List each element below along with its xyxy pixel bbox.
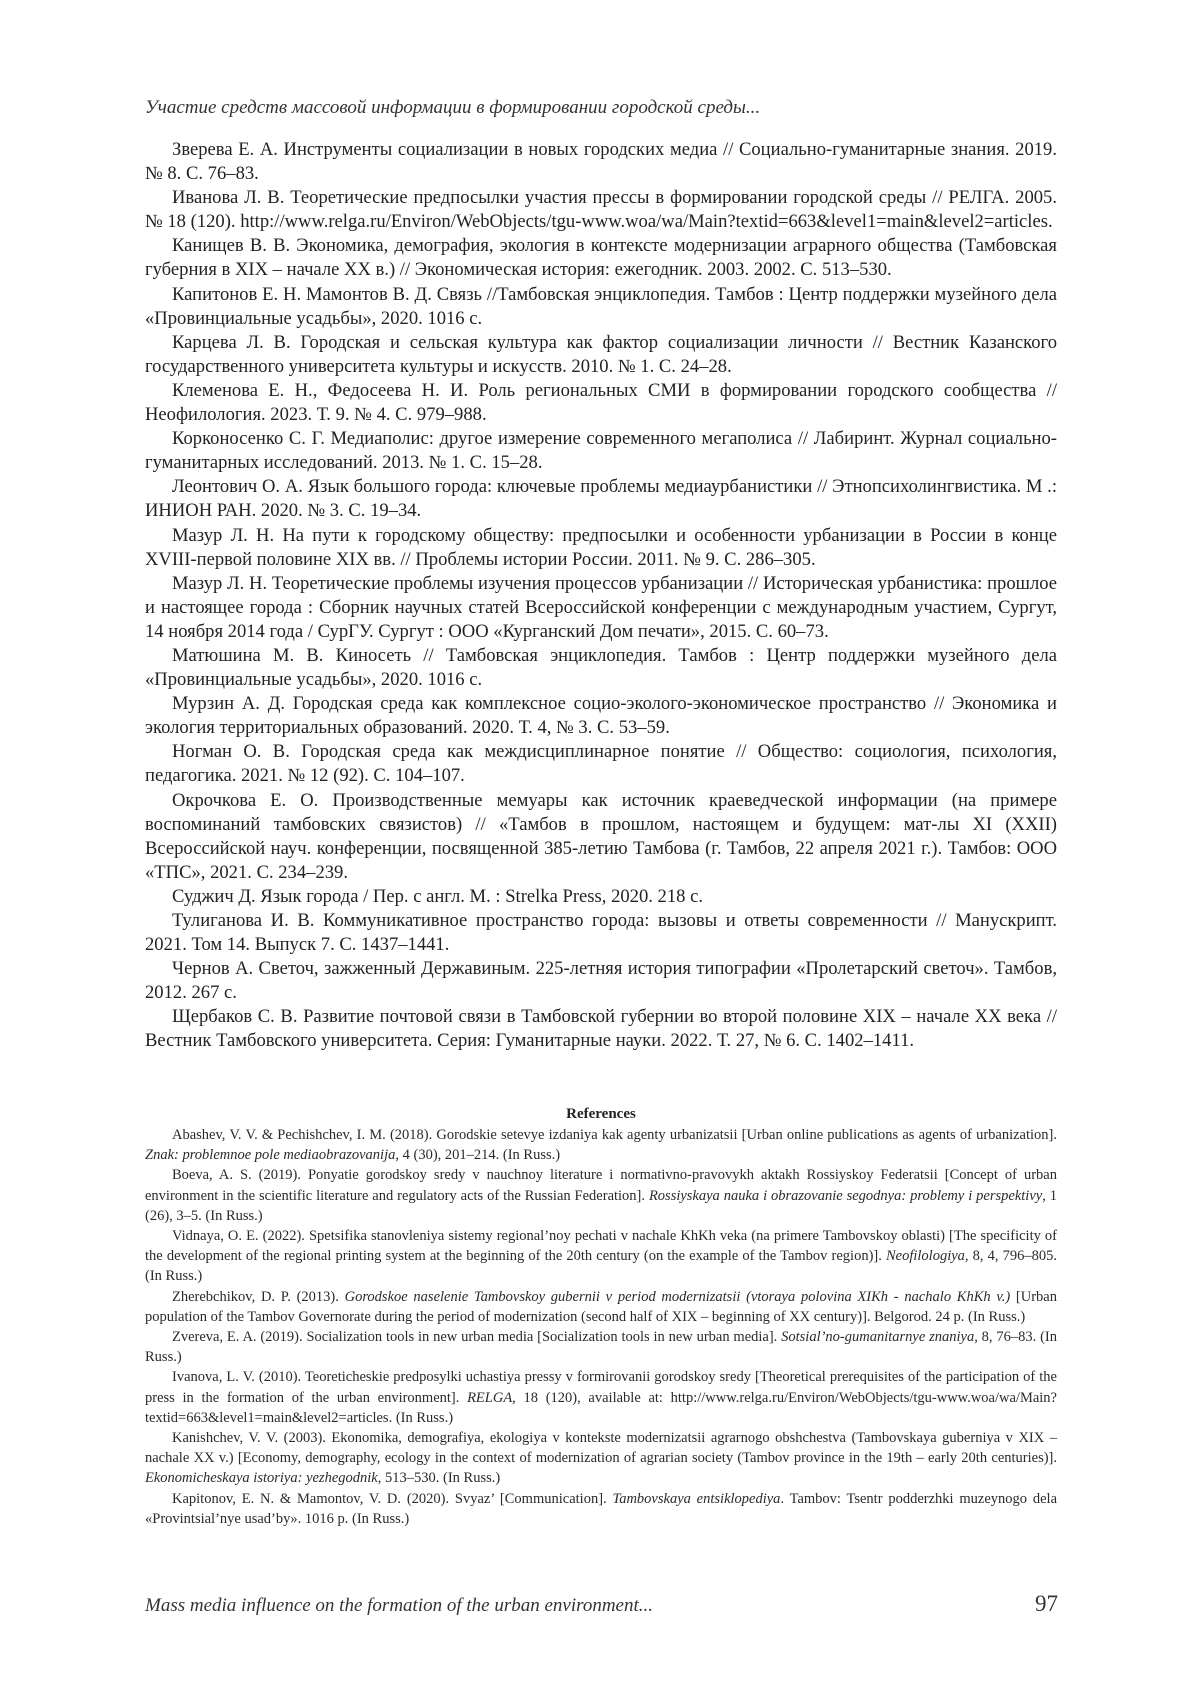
reference-text: Boeva, A. S. (2019). Ponyatie gorodskoy sredy v nauchnoy literature i normativno-pravovykh aktakh Rossiyskoy Federatsii [Concept of urban environment in the scientific literature and regulatory acts of the Russian Federation]. [145,1167,1057,1204]
reference-source-title: Znak: problemnoe pole mediaobrazovanija [145,1147,396,1164]
reference-item: Корконосенко С. Г. Медиаполис: другое измерение современного мегаполиса // Лабиринт. Журнал социально-гуманитарных исследований. 2013. № 1. С. 15–28. [145,428,1057,474]
reference-item: Леонтович О. А. Язык большого города: ключевые проблемы медиаурбанистики // Этнопсихолингвистика. М .: ИНИОН РАН. 2020. № 3. С. 19–34. [145,476,1057,522]
references-heading: References [566,1106,636,1122]
reference-text: Zherebchikov, D. P. (2013). [172,1288,345,1305]
reference-item: Щербаков С. В. Развитие почтовой связи в Тамбовской губернии во второй половине XIX – начале XX века // Вестник Тамбовского университета. Серия: Гуманитарные науки. 2022. Т. 27, № 6. С. 1402–1411. [145,1006,1057,1052]
page-number: 97 [1035,1591,1058,1616]
reference-text: [Urban population of the Tambov Governorate during the period of modernization (second half of XIX – beginning of XX century)]. Belgorod. 24 p. (In Russ.) [145,1288,1057,1325]
reference-item-en [145,1287,1057,1327]
reference-source-title: Tambovskaya entsiklopediya [612,1490,781,1507]
reference-text: , 8, 76–83. (In Russ.) [145,1329,1057,1366]
reference-item: Иванова Л. В. Теоретические предпосылки участия прессы в формировании городской среды // РЕЛГА. 2005. № 18 (120). http://www.relga.ru/Environ/WebObjects/tgu-www.woa/wa/Main?textid=663&level1=main&level2=articles. [145,187,1057,233]
reference-text: 8, 4, 796–805. (In Russ.) [145,1248,1058,1285]
reference-source-title: Sotsial’no-gumanitarnye znaniya [781,1329,975,1346]
reference-item: Мазур Л. Н. Теоретические проблемы изучения процессов урбанизации // Историческая урбанистика: прошлое и настоящее города : Сборник научных статей Всероссийской конференции с международным участием, Сургут, 14 ноября 2014 года / СурГУ. Сургут : ООО «Курганский Дом печати», 2015. С. 60–73. [145,572,1057,642]
reference-text: , 513–530. (In Russ.) [377,1470,501,1487]
running-footer: Mass media influence on the formation of the urban environment... [145,1595,653,1616]
reference-item-en [145,1125,1057,1165]
reference-item: Мурзин А. Д. Городская среда как комплексное социо-эколого-экономическое пространство // Экономика и экология территориальных образований. 2020. Т. 4, № 3. С. 53–59. [145,693,1057,739]
reference-source-title: Rossiyskaya nauka i obrazovanie segodnya: problemy i perspektivy [648,1187,1043,1204]
reference-item: Зверева Е. А. Инструменты социализации в новых городских медиа // Социально-гуманитарные знания. 2019. № 8. С. 76–83. [145,139,1057,185]
reference-item: Мазур Л. Н. На пути к городскому обществу: предпосылки и особенности урбанизации в России в конце XVIII-первой половине XIX вв. // Проблемы истории России. 2011. № 9. С. 286–305. [145,524,1057,570]
reference-item-en [145,1428,1057,1489]
reference-text: 18 (120), available at: http://www.relga.ru/Environ/WebObjects/tgu-www.woa/wa/Main?textid=663&level1=main&level2=articles. (In Russ.) [145,1389,1057,1426]
running-header: Участие средств массовой информации в формировании городской среды... [145,97,761,118]
reference-text: Vidnaya, O. E. (2022). Spetsifika stanovleniya sistemy regional’noy pechati v nachale KhKh veka (na primere Tambovskoy oblasti) [The specificity of the development of the regional printing system at the beginning of the 20th century (on the example of the Tambov region)]. [145,1228,1057,1265]
reference-source-title: RELGA, [467,1389,516,1406]
reference-item: Чернов А. Светоч, зажженный Державиным. 225-летняя история типографии «Пролетарский светоч». Тамбов, 2012. 267 с. [145,958,1057,1004]
reference-text: . Tambov: Tsentr podderzhki muzeynogo dela «Provintsial’nye usad’by». 1016 p. (In Russ.) [145,1490,1058,1527]
reference-source-title: Gorodskoe naselenie Tambovskoy gubernii v period modernizatsii (vtoraya polovina XIKh - nachalo KhKh v.) [344,1288,1011,1305]
reference-source-title: Neofilologiya, [885,1248,969,1265]
reference-item: Клеменова Е. Н., Федосеева Н. И. Роль региональных СМИ в формировании городского сообщества // Неофилология. 2023. Т. 9. № 4. С. 979–988. [145,379,1057,426]
reference-text: , 1 (26), 3–5. (In Russ.) [145,1187,1058,1224]
english-reference-list [145,1125,1057,1529]
reference-item: Суджич Д. Язык города / Пер. с англ. М. : Strelka Press, 2020. 218 с. [172,885,703,907]
reference-item: Капитонов Е. Н. Мамонтов В. Д. Связь //Тамбовская энциклопедия. Тамбов : Центр поддержки музейного дела «Провинциальные усадьбы», 2020. 1016 с. [145,283,1057,329]
russian-reference-list [145,138,1057,1054]
reference-item-en [145,1165,1057,1226]
reference-item: Окрочкова Е. О. Производственные мемуары как источник краеведческой информации (на примере воспоминаний тамбовских связистов) // «Тамбов в прошлом, настоящем и будущем: мат-лы XI (XXII) Всероссийской науч. конференции, посвященной 385-летию Тамбова (г. Тамбов, 22 апреля 2021 г.). Тамбов: ООО «ТПС», 2021. С. 234–239. [145,789,1057,883]
reference-item: Ногман О. В. Городская среда как междисциплинарное понятие // Общество: социология, психология, педагогика. 2021. № 12 (92). С. 104–107. [145,741,1057,787]
reference-text: Kapitonov, E. N. & Mamontov, V. D. (2020). Svyaz’ [Communication]. [172,1490,613,1507]
reference-item-en [145,1327,1057,1367]
reference-item-en [145,1367,1057,1428]
reference-item-en [145,1226,1057,1287]
reference-item: Тулиганова И. В. Коммуникативное пространство города: вызовы и ответы современности // Манускрипт. 2021. Том 14. Выпуск 7. С. 1437–1441. [145,910,1057,956]
reference-item-en [145,1489,1057,1529]
reference-text: Ivanova, L. V. (2010). Teoreticheskie predposylki uchastiya pressy v formirovanii gorodskoy sredy [Theoretical prerequisites of the participation of the press in the formation of the urban environment]. [145,1369,1057,1406]
reference-item: Канищев В. В. Экономика, демография, экология в контексте модернизации аграрного общества (Тамбовская губерния в XIX – начале XX в.) // Экономическая история: ежегодник. 2003. 2002. С. 513–530. [145,235,1057,281]
reference-text: Abashev, V. V. & Pechishchev, I. M. (2018). Gorodskie setevye izdaniya kak agenty urbanizatsii [Urban online publications as agents of urbanization]. [172,1127,1057,1143]
reference-source-title: Ekonomicheskaya istoriya: yezhegodnik [145,1470,378,1487]
reference-item: Карцева Л. В. Городская и сельская культура как фактор социализации личности // Вестник Казанского государственного университета культуры и искусств. 2010. № 1. С. 24–28. [145,331,1057,377]
reference-text: , 4 (30), 201–214. (In Russ.) [395,1147,561,1164]
reference-item: Матюшина М. В. Киносеть // Тамбовская энциклопедия. Тамбов : Центр поддержки музейного дела «Провинциальные усадьбы», 2020. 1016 с. [145,644,1057,691]
reference-text: Zvereva, E. A. (2019). Socialization tools in new urban media [Socialization tools in new urban media]. [172,1329,782,1346]
reference-text: Kanishchev, V. V. (2003). Ekonomika, demografiya, ekologiya v kontekste modernizatsii agrarnogo obshchestva (Tambovskaya guberniya v XIX – nachale XX v.) [Economy, demography, ecology in the context of modernization of agrarian society (Tambov province in the 19th – early 20th centuries)]. [145,1430,1057,1467]
